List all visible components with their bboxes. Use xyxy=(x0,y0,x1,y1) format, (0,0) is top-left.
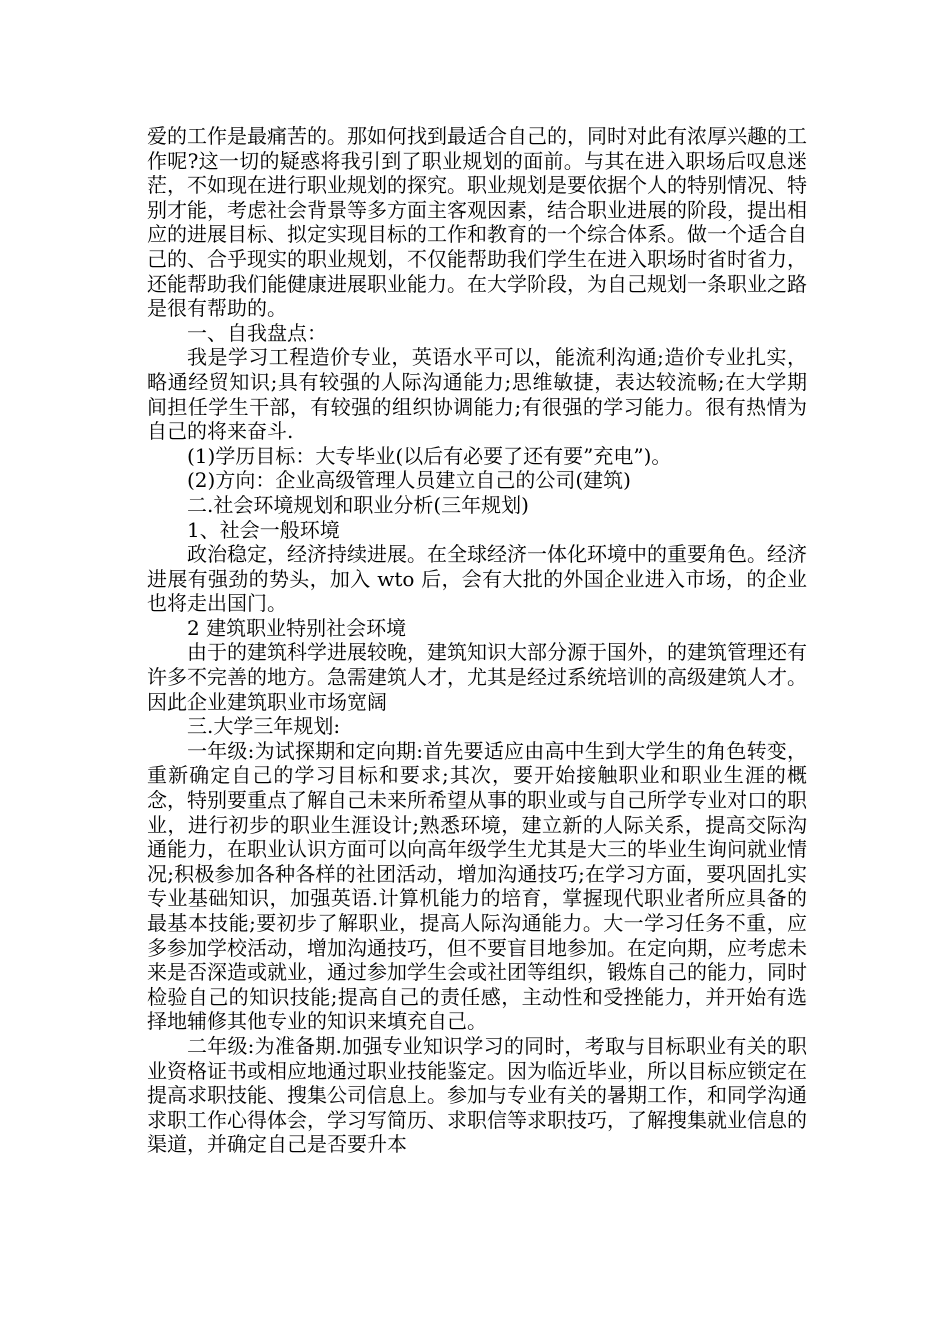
paragraph-direction: (2)方向：企业高级管理人员建立自己的公司(建筑) xyxy=(187,468,631,493)
subheading-general-environment: 1、社会一般环境 xyxy=(187,517,340,542)
paragraph-intro: 爱的工作是最痛苦的。那如何找到最适合自己的，同时对此有浓厚兴趣的工作呢?这一切的疑惑将我引到了职业规划的面前。与其在进入职场后叹息迷茫，不如现在进行职业规划的探究。职业规划是要依据个人的特别情况、特别才能，考虑社会背景等多方面主客观因素，结合职业进展的阶段，提出相应的进展目标、拟定实现目标的工作和教育的一个综合体系。做一个适合自己的、合乎现实的职业规划，不仅能帮助我们学生在进入职场时省时省力，还能帮助我们能健康进展职业能力。在大学阶段，为自己规划一条职业之路是很有帮助的。 xyxy=(147,124,807,321)
document-body xyxy=(147,124,807,1157)
paragraph-education-goal: (1)学历目标：大专毕业(以后有必要了还有要”充电”)。 xyxy=(187,443,672,468)
paragraph-self-inventory: 我是学习工程造价专业，英语水平可以，能流利沟通;造价专业扎实，略通经贸知识;具有较强的人际沟通能力;思维敏捷，表达较流畅;在大学期间担任学生干部，有较强的组织协调能力;有很强的学习能力。很有热情为自己的将来奋斗. xyxy=(147,345,807,444)
subheading-construction-environment: 2 建筑职业特别社会环境 xyxy=(187,615,407,640)
heading-self-inventory: 一、自我盘点： xyxy=(187,320,327,345)
paragraph-second-year: 二年级:为准备期.加强专业知识学习的同时，考取与目标职业有关的职业资格证书或相应地通过职业技能鉴定。因为临近毕业，所以目标应锁定在提高求职技能、搜集公司信息上。参加与专业有关的暑期工作，和同学沟通求职工作心得体会，学习写简历、求职信等求职技巧，了解搜集就业信息的渠道，并确定自己是否要升本 xyxy=(147,1033,807,1157)
paragraph-construction-environment: 由于的建筑科学进展较晚，建筑知识大部分源于国外，的建筑管理还有许多不完善的地方。急需建筑人才，尤其是经过系统培训的高级建筑人才。因此企业建筑职业市场宽阔 xyxy=(147,640,807,714)
paragraph-first-year: 一年级:为试探期和定向期:首先要适应由高中生到大学生的角色转变，重新确定自己的学习目标和要求;其次，要开始接触职业和职业生涯的概念，特别要重点了解自己未来所希望从事的职业或与自己所学专业对口的职业，进行初步的职业生涯设计;熟悉环境，建立新的人际关系，提高交际沟通能力，在职业认识方面可以向高年级学生尤其是大三的毕业生询问就业情况;积极参加各种各样的社团活动，增加沟通技巧;在学习方面，要巩固扎实专业基础知识，加强英语.计算机能力的培育，掌握现代职业者所应具备的最基本技能;要初步了解职业，提高人际沟通能力。大一学习任务不重，应多参加学校活动，增加沟通技巧，但不要盲目地参加。在定向期，应考虑未来是否深造或就业，通过参加学生会或社团等组织，锻炼自己的能力，同时检验自己的知识技能;提高自己的责任感，主动性和受挫能力，并开始有选择地辅修其他专业的知识来填充自己。 xyxy=(147,738,807,1034)
paragraph-general-environment: 政治稳定，经济持续进展。在全球经济一体化环境中的重要角色。经济进展有强劲的势头，加入 wto 后，会有大批的外国企业进入市场，的企业也将走出国门。 xyxy=(147,542,807,616)
heading-social-environment: 二.社会环境规划和职业分析(三年规划) xyxy=(187,492,529,517)
heading-three-year-plan: 三.大学三年规划: xyxy=(187,714,341,739)
